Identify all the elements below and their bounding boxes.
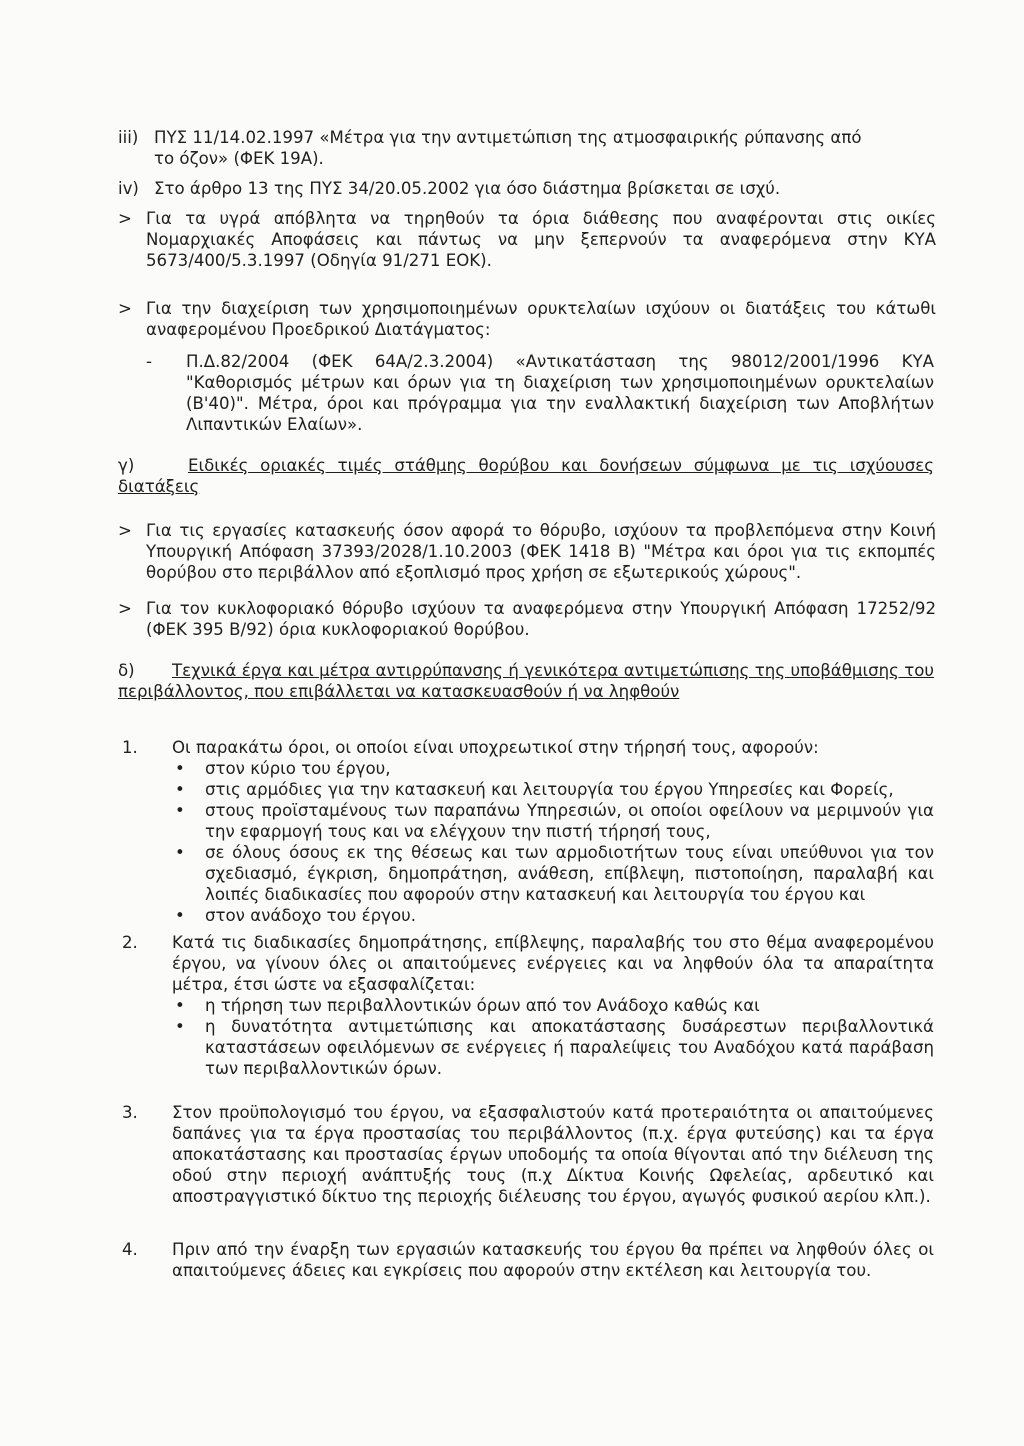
- bullet-list: [175, 758, 934, 926]
- numbered-item: [122, 1102, 934, 1207]
- list-item: • στον κύριο του έργου,: [175, 759, 391, 778]
- numbered-item-text: Κατά τις διαδικασίες δημοπράτησης, επίβλεψης, παραλαβής του στο θέμα αναφερομένου έργου, να γίνουν όλες οι απαιτούμενες ενέργειες και να ληφθούν όλα τα απαραίτητα μέτρα, έτσι ώστε να εξασφαλίζεται:: [172, 933, 934, 994]
- arrow-item: [118, 208, 936, 271]
- list-item: • στον ανάδοχο του έργου.: [175, 906, 417, 925]
- item-number: 3.: [122, 1103, 138, 1122]
- arrow-marker: >: [118, 521, 132, 540]
- noise-item: [118, 598, 936, 640]
- item-iv-label: iv): [118, 179, 139, 198]
- section-d-heading: [118, 660, 934, 702]
- item-iii-label: iii): [118, 128, 139, 147]
- arrow-marker: >: [118, 599, 132, 618]
- item-iii-line2: το όζον» (ΦΕΚ 19Α).: [154, 149, 324, 168]
- arrow-item-text: Για τα υγρά απόβλητα να τηρηθούν τα όρια διάθεσης που αναφέρονται στις οικίες Νομαρχιακές Αποφάσεις και πάντως να μην ξεπερνούν τα αναφερόμενα στην ΚΥΑ 5673/400/5.3.1997 (Οδηγία 91/271 ΕΟΚ).: [146, 209, 936, 270]
- arrow-marker: >: [118, 299, 132, 318]
- list-item: • σε όλους όσους εκ της θέσεως και των αρμοδιοτήτων τους είναι υπεύθυνοι για τον σχεδιασμό, έγκριση, δημοπράτηση, ανάθεση, επίβλεψη, πιστοποίηση, παραλαβή και λοιπές διαδικασίες που αφορούν στην κατασκευή και λειτουργία του έργου και: [175, 843, 934, 904]
- list-item: • στις αρμόδιες για την κατασκευή και λειτουργία του έργου Υπηρεσίες και Φορείς,: [175, 780, 894, 799]
- dash-item-text: Π.Δ.82/2004 (ΦΕΚ 64Α/2.3.2004) «Αντικατάσταση της 98012/2001/1996 ΚΥΑ "Καθορισμός μέτρων και όρων για τη διαχείριση των χρησιμοποιημένων ορυκτελαίων (Β'40)". Μέτρα, όροι και πρόγραμμα για την εναλλακτική διαχείριση των Αποβλήτων Λιπαντικών Ελαίων».: [186, 352, 934, 434]
- noise-item-text: Για τον κυκλοφοριακό θόρυβο ισχύουν τα αναφερόμενα στην Υπουργική Απόφαση 17252/92 (ΦΕΚ 395 Β/92) όρια κυκλοφοριακού θορύβου.: [146, 599, 936, 639]
- numbered-item-text: Στον προϋπολογισμό του έργου, να εξασφαλιστούν κατά προτεραιότητα οι απαιτούμενες δαπάνες για τα έργα προστασίας του περιβάλλοντος (π.χ. έργα φυτεύσης) και τα έργα αποκατάστασης και προστασίας έργων υποδομής τα οποία θίγονται από την διέλευση της οδού στην περιοχή ανάπτυξής τους (π.χ Δίκτυα Κοινής Ωφελείας, αρδευτικό και αποστραγγιστικό δίκτυο της περιοχής διέλευσης του έργου, αγωγός φυσικού αερίου κλπ.).: [172, 1103, 934, 1206]
- arrow-item-text: Για την διαχείριση των χρησιμοποιημένων ορυκτελαίων ισχύουν οι διατάξεις του κάτωθι αναφερομένου Προεδρικού Διατάγματος:: [146, 299, 936, 339]
- list-item: • η τήρηση των περιβαλλοντικών όρων από τον Ανάδοχο καθώς και: [175, 996, 760, 1015]
- dash-item: [146, 351, 934, 435]
- item-iii-line1: ΠΥΣ 11/14.02.1997 «Μέτρα για την αντιμετώπιση της ατμοσφαιρικής ρύπανσης από: [154, 128, 862, 147]
- bullet-list: [175, 995, 934, 1079]
- section-g-label: γ): [118, 456, 135, 475]
- noise-item-text: Για τις εργασίες κατασκευής όσον αφορά το θόρυβο, ισχύουν τα προβλεπόμενα στην Κοινή Υπουργική Απόφαση 37393/2028/1.10.2003 (ΦΕΚ 1418 Β) "Μέτρα και όροι για τις εκπομπές θορύβου στο περιβάλλον από εξοπλισμό προς χρήση σε εξωτερικούς χώρους".: [146, 521, 936, 582]
- section-g-heading: [118, 455, 934, 497]
- section-g-title: Ειδικές οριακές τιμές στάθμης θορύβου και δονήσεων σύμφωνα με τις ισχύουσες διατάξεις: [118, 456, 934, 496]
- list-item: • η δυνατότητα αντιμετώπισης και αποκατάστασης δυσάρεστων περιβαλλοντικά καταστάσεων οφειλόμενων σε ενέργειες ή παραλείψεις του Αναδόχου κατά παράβαση των περιβαλλοντικών όρων.: [175, 1017, 934, 1078]
- item-number: 4.: [122, 1240, 138, 1259]
- arrow-item: [118, 298, 936, 340]
- item-number: 2.: [122, 933, 138, 952]
- numbered-item: [122, 737, 934, 926]
- arrow-marker: >: [118, 209, 132, 228]
- dash-marker: -: [146, 352, 152, 371]
- section-d-title: Τεχνικά έργα και μέτρα αντιρρύπανσης ή γενικότερα αντιμετώπισης της υποβάθμισης του περιβάλλοντος, που επιβάλλεται να κατασκευασθούν ή να ληφθούν: [118, 661, 934, 701]
- item-iv-text: Στο άρθρο 13 της ΠΥΣ 34/20.05.2002 για όσο διάστημα βρίσκεται σε ισχύ.: [154, 179, 781, 198]
- numbered-item: [122, 932, 934, 1079]
- numbered-item: [122, 1239, 934, 1281]
- numbered-item-text: Οι παρακάτω όροι, οι οποίοι είναι υποχρεωτικοί στην τήρησή τους, αφορούν:: [172, 738, 819, 757]
- item-number: 1.: [122, 738, 138, 757]
- list-item: • στους προϊσταμένους των παραπάνω Υπηρεσιών, οι οποίοι οφείλουν να μεριμνούν για την εφαρμογή τους και να ελέγχουν την πιστή τήρησή τους,: [175, 801, 934, 841]
- numbered-item-text: Πριν από την έναρξη των εργασιών κατασκευής του έργου θα πρέπει να ληφθούν όλες οι απαιτούμενες άδειες και εγκρίσεις που αφορούν στην εκτέλεση και λειτουργία του.: [172, 1240, 934, 1280]
- section-d-label: δ): [118, 661, 135, 680]
- noise-item: [118, 520, 936, 583]
